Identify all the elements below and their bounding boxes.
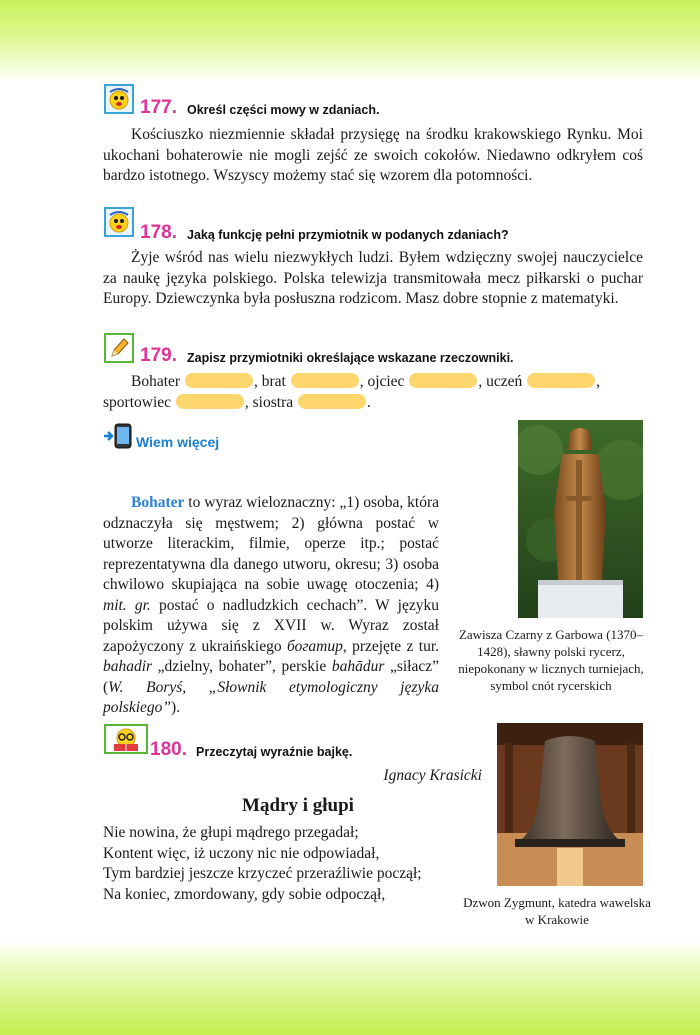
statue-photo: [518, 420, 643, 618]
poem-text: [103, 823, 422, 905]
word: sportowiec: [103, 393, 172, 411]
poem-line: Tym bardziej jeszcze krzyczeć przeraźliwie począł;: [103, 865, 422, 882]
poem-line: Na koniec, zmordowany, gdy sobie odpoczął,: [103, 885, 386, 903]
bell-caption: Dzwon Zygmunt, katedra wawelska w Krakowie: [463, 895, 651, 927]
answer-blank[interactable]: [291, 373, 359, 388]
paragraph: Żyje wśród nas wielu niezwykłych ludzi. Byłem wdzięczny swojej nauczycielce za naukę języka polskiego. Polska telewizja transmitowała mecz piłkarski o puchar Europy. Dziewczynka była posłuszna rodzicom. Masz dobre stopnie z matematyki.: [103, 249, 643, 307]
answer-blank[interactable]: [527, 373, 595, 388]
paragraph: Kościuszko niezmiennie składał przysięgę na środku krakowskiego Rynku. Moi ukochani bohaterowie nie mogli zejść ze swoich cokołów. Niedawno odkryłem coś bardzo istotnego. Wszyscy możemy stać się wzorem dla potomności.: [103, 126, 643, 184]
bottom-green-band: [0, 940, 700, 1035]
keyword: Bohater: [131, 494, 185, 511]
info-text: Bohater to wyraz wieloznaczny: „1) osoba, która odznaczyła się męstwem; 2) główna postać w utworze literackim, filmie, operze itp.; postać reprezentatywna dla danego utworu, okresu; 3) osoba chwilowo skupiająca na sobie uwagę otoczenia; 4) mit. gr. postać o nadludzkich cechach”. W języku polskim używa się z XVII w. Wyraz został zapożyczony z ukraińskiego богатир, przejęte z tur. bahadir „dzielny, bohater”, perskie bahādur „siłacz” (W. Boryś, „Słownik etymologiczny języka polskiego”).: [103, 494, 439, 716]
word: uczeń: [486, 373, 523, 390]
exercise-number: 180.: [150, 739, 187, 760]
word: Bohater: [131, 373, 181, 390]
section-heading: Wiem więcej: [136, 434, 220, 450]
bell-photo: [497, 723, 643, 886]
word: ojciec: [367, 373, 405, 390]
tablet-icon: [104, 422, 134, 455]
poem-line: Nie nowina, że głupi mądrego przegadał;: [103, 824, 359, 841]
exercise-number: 179.: [140, 345, 177, 366]
pencil-icon: [104, 333, 134, 363]
statue-caption: Zawisza Czarny z Garbowa (1370–1428), sławny polski rycerz, niepokonany w licznych turniejach, symbol cnót rycerskich: [458, 627, 644, 693]
exercise-text: [103, 125, 643, 187]
answer-blank[interactable]: [298, 394, 366, 409]
answer-blank[interactable]: [409, 373, 477, 388]
poem-title: Mądry i głupi: [242, 795, 354, 816]
top-green-band: [0, 0, 700, 82]
exercise-number: 178.: [140, 222, 177, 243]
word: siostra: [252, 393, 294, 411]
smiley-glasses-icon: [104, 724, 148, 754]
exercise-title: Przeczytaj wyraźnie bajkę.: [196, 745, 353, 759]
exercise-title: Określ części mowy w zdaniach.: [187, 103, 380, 117]
poem-line: Kontent więc, iż uczony nic nie odpowiadał,: [103, 844, 380, 862]
word: brat: [261, 373, 286, 390]
answer-blank[interactable]: [185, 373, 253, 388]
smiley-speak-icon: [104, 207, 134, 237]
exercise-title: Zapisz przymiotniki określające wskazane rzeczowniki.: [187, 351, 514, 365]
exercise-text: [103, 248, 643, 310]
poem-author: Ignacy Krasicki: [383, 767, 482, 784]
fill-in-words: Bohater , brat , ojciec , uczeń , sportowiec , siostra .: [103, 373, 600, 411]
smiley-speak-icon: [104, 84, 134, 114]
answer-blank[interactable]: [176, 394, 244, 409]
exercise-title: Jaką funkcję pełni przymiotnik w podanych zdaniach?: [187, 228, 509, 242]
exercise-number: 177.: [140, 97, 177, 118]
